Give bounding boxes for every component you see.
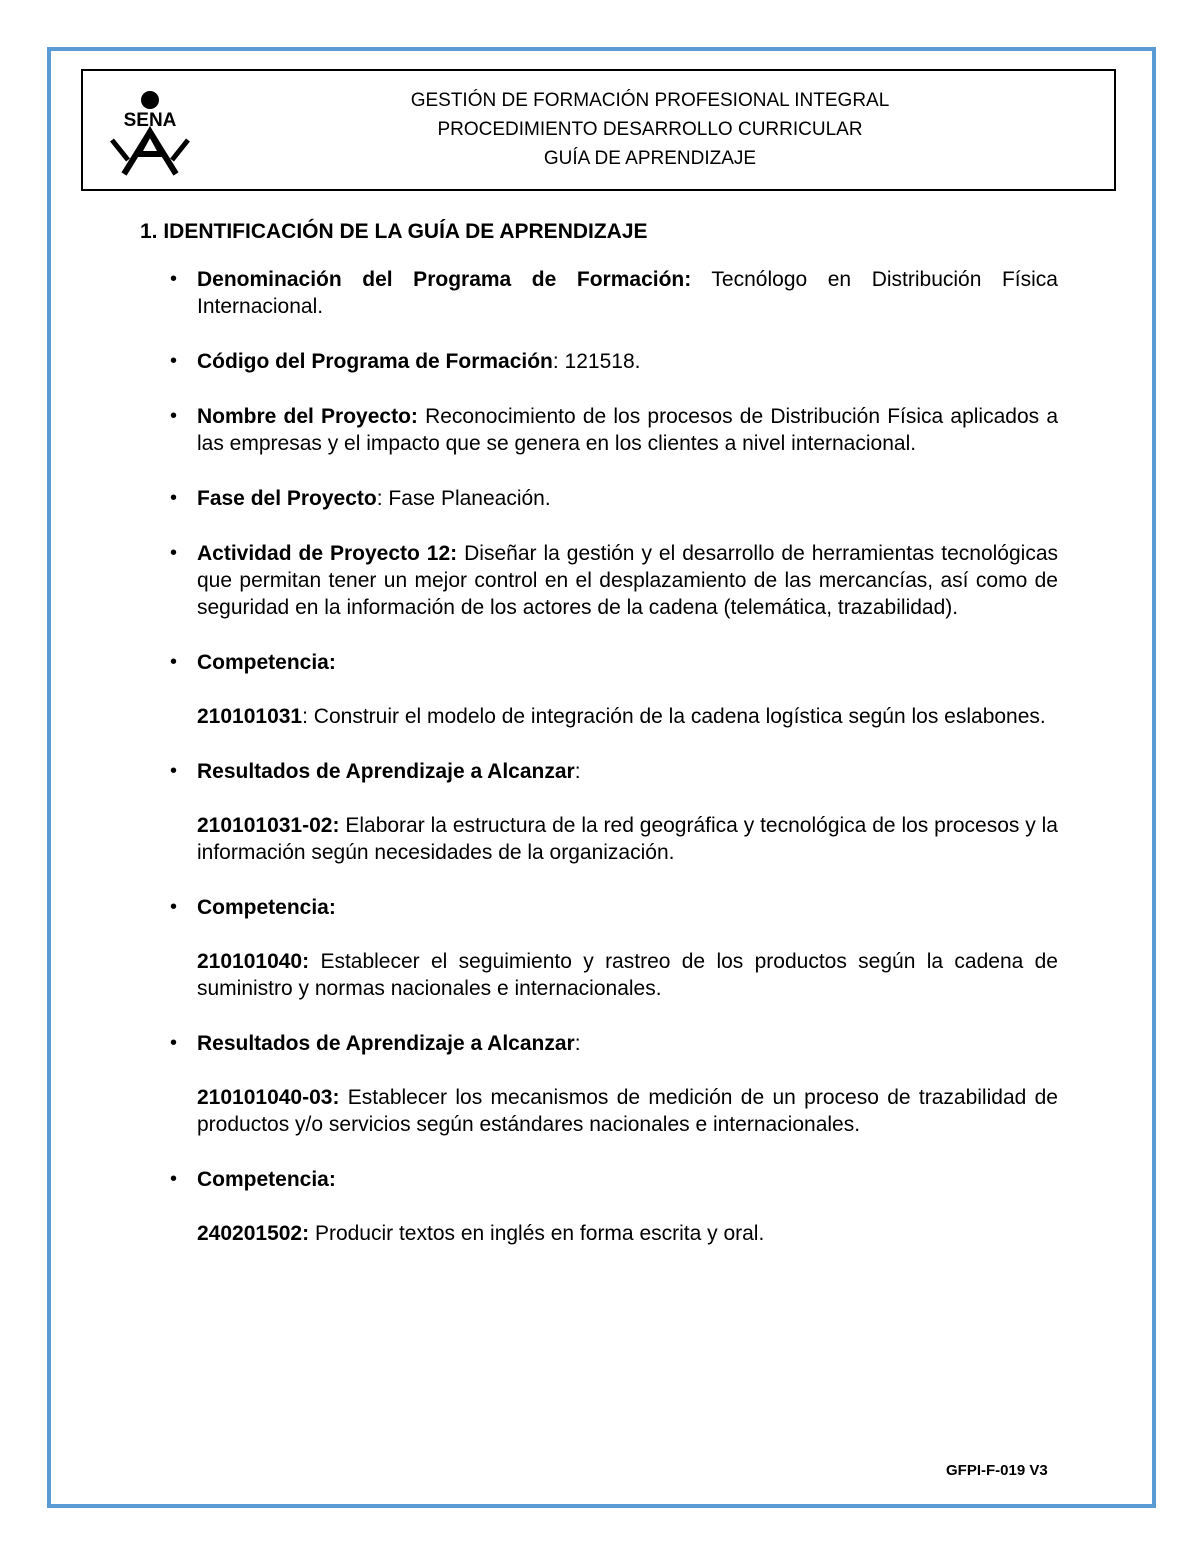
competency-text: Producir textos en inglés en forma escrita y oral.: [309, 1222, 765, 1245]
header-line-1: GESTIÓN DE FORMACIÓN PROFESIONAL INTEGRAL: [410, 90, 890, 111]
bullet-icon: •: [170, 350, 178, 372]
item-text: Reconocimiento de los procesos de Distribución Física aplicados a las empresas y el impacto que se genera en los clientes a nivel internacional.: [197, 405, 1058, 455]
form-code: GFPI-F-019 V3: [946, 1462, 1048, 1479]
list-item: [170, 540, 1058, 621]
list-item: [170, 894, 1058, 1002]
item-text: :: [574, 1032, 581, 1055]
list-item: [170, 1166, 1058, 1247]
competency-code: 210101040:: [197, 950, 310, 973]
competency-text: Establecer el seguimiento y rastreo de los productos según la cadena de suministro y normas nacionales e internacionales.: [197, 950, 1058, 1000]
item-text: :: [574, 760, 581, 783]
list-item: [170, 1030, 1058, 1138]
list-item: [170, 266, 1058, 320]
result-code: 210101031-02:: [197, 814, 340, 837]
result-code: 210101040-03:: [197, 1086, 340, 1109]
item-label: Fase del Proyecto: [197, 487, 377, 510]
bullet-icon: •: [170, 1032, 178, 1054]
bullet-icon: •: [170, 405, 178, 427]
competency-code: 240201502:: [197, 1222, 310, 1245]
item-label: Nombre del Proyecto:: [197, 405, 418, 428]
item-label: Competencia:: [197, 1168, 336, 1191]
item-text: : 121518.: [552, 350, 641, 373]
competency-code: 210101031: [197, 705, 303, 728]
item-label: Actividad de Proyecto 12:: [197, 542, 458, 565]
section-title: 1. IDENTIFICACIÓN DE LA GUÍA DE APRENDIZAJE: [140, 220, 648, 243]
item-text: Diseñar la gestión y el desarrollo de herramientas tecnológicas que permitan tener un mejor control en el desplazamiento de las mercancías, así como de seguridad en la información de los actores de la cadena (telemática, trazabilidad).: [197, 542, 1058, 619]
sena-logo-icon: [104, 88, 196, 178]
bullet-icon: •: [170, 651, 178, 673]
bullet-icon: •: [170, 268, 178, 290]
bullet-icon: •: [170, 1168, 178, 1190]
bullet-icon: •: [170, 487, 178, 509]
item-label: Resultados de Aprendizaje a Alcanzar: [197, 1032, 575, 1055]
identification-list: [170, 266, 1058, 1275]
header-text: [200, 86, 1100, 173]
item-label: Código del Programa de Formación: [197, 350, 553, 373]
header-line-3: GUÍA DE APRENDIZAJE: [543, 148, 757, 169]
list-item: [170, 758, 1058, 866]
item-label: Competencia:: [197, 896, 336, 919]
item-text: Tecnólogo en Distribución Física Internacional.: [197, 268, 1058, 318]
logo-text: SENA: [123, 110, 177, 131]
item-text: : Fase Planeación.: [376, 487, 551, 510]
competency-text: : Construir el modelo de integración de la cadena logística según los eslabones.: [302, 705, 1046, 728]
bullet-icon: •: [170, 760, 178, 782]
item-label: Resultados de Aprendizaje a Alcanzar: [197, 760, 575, 783]
bullet-icon: •: [170, 542, 178, 564]
result-text: Elaborar la estructura de la red geográfica y tecnológica de los procesos y la información según necesidades de la organización.: [197, 814, 1058, 864]
list-item: [170, 649, 1058, 730]
list-item: [170, 403, 1058, 457]
result-text: Establecer los mecanismos de medición de un proceso de trazabilidad de productos y/o servicios según estándares nacionales e internacionales.: [197, 1086, 1058, 1136]
list-item: [170, 485, 1058, 512]
item-label: Competencia:: [197, 651, 336, 674]
item-label: Denominación del Programa de Formación:: [197, 268, 692, 291]
bullet-icon: •: [170, 896, 178, 918]
header-line-2: PROCEDIMIENTO DESARROLLO CURRICULAR: [437, 119, 863, 140]
list-item: [170, 348, 1058, 375]
